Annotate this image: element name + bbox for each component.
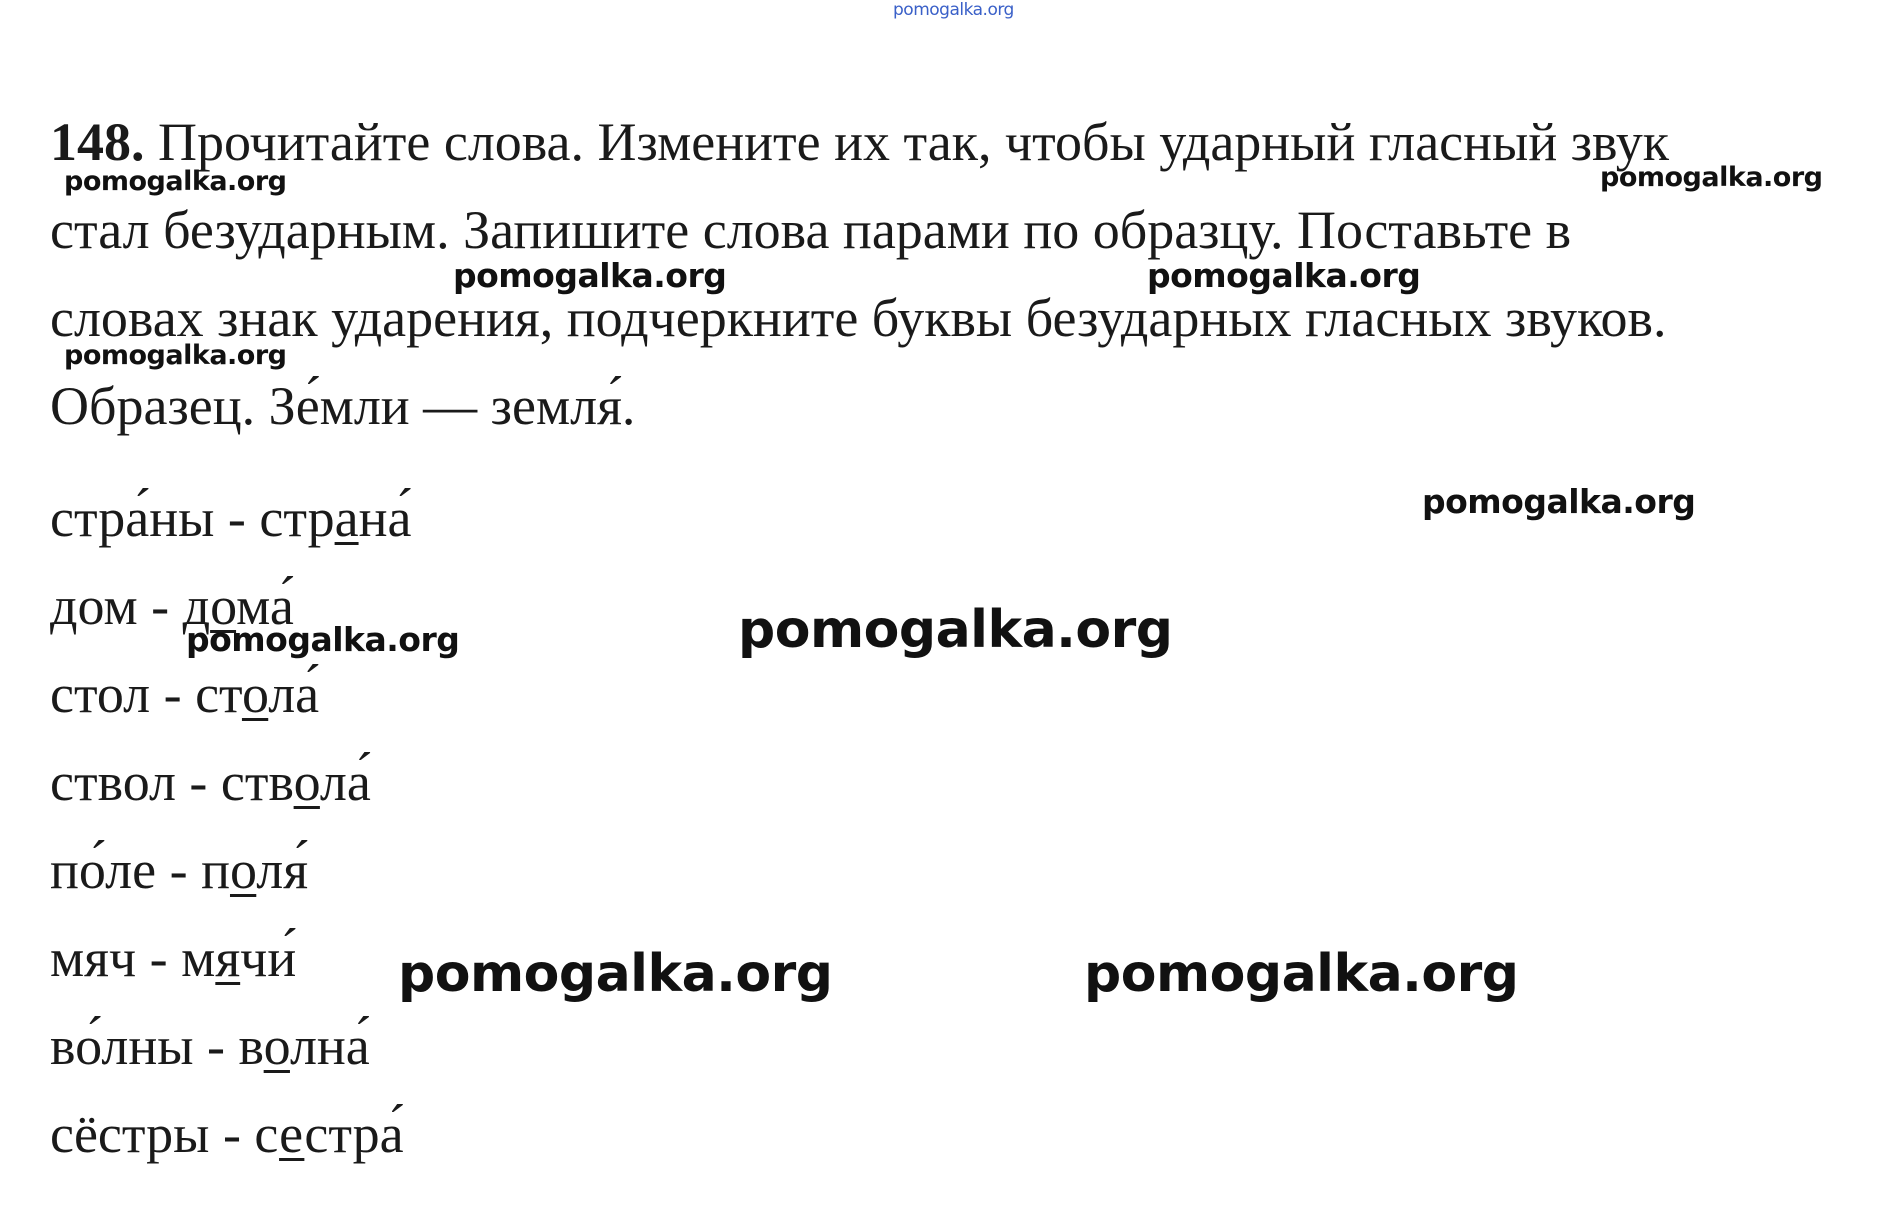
watermark: pomogalka.org: [186, 620, 460, 659]
underlined-vowel: е: [279, 1104, 305, 1164]
word-pair: ствол - ствола́: [50, 752, 371, 812]
watermark: pomogalka.org: [1422, 482, 1696, 521]
watermark: pomogalka.org: [1147, 256, 1421, 295]
watermark: pomogalka.org: [453, 256, 727, 295]
underlined-vowel: о: [229, 840, 257, 900]
underlined-vowel: о: [241, 664, 269, 724]
underlined-vowel: о: [263, 1016, 290, 1076]
word-pair: стол - стола́: [50, 664, 320, 724]
exercise-line-4-example: Образец. Зе́мли — земля́.: [50, 376, 636, 436]
watermark: pomogalka.org: [64, 166, 287, 197]
word-pair: по́ле - поля́: [50, 840, 309, 900]
exercise-line-3: словах знак ударения, подчеркните буквы безударных гласных звуков.: [50, 288, 1667, 348]
watermark: pomogalka.org: [64, 340, 287, 371]
exercise-text: [50, 98, 1850, 450]
watermark-top: pomogalka.org: [893, 0, 1014, 20]
exercise-line-1-text: Прочитайте слова. Измените их так, чтобы ударный гласный звук: [158, 112, 1669, 172]
watermark: pomogalka.org: [738, 600, 1173, 660]
word-pairs-list: [50, 474, 411, 1178]
underlined-vowel: а: [334, 488, 359, 548]
exercise-line-1: [50, 98, 1850, 186]
watermark: pomogalka.org: [398, 944, 833, 1004]
exercise-line-2: стал безударным. Запишите слова парами по образцу. Поставьте в: [50, 200, 1572, 260]
word-pair: дом - дома́: [50, 576, 294, 636]
watermark: pomogalka.org: [1084, 944, 1519, 1004]
watermark: pomogalka.org: [1600, 162, 1823, 193]
word-pair: стра́ны - страна́: [50, 488, 412, 548]
underlined-vowel: о: [210, 576, 237, 636]
underlined-vowel: я: [215, 928, 241, 988]
word-pair: мяч - мячи́: [50, 928, 297, 988]
underlined-vowel: о: [293, 752, 320, 812]
word-pair: сёстры - сестра́: [50, 1104, 404, 1164]
word-pair: во́лны - волна́: [50, 1016, 370, 1076]
exercise-number: 148.: [50, 112, 145, 172]
